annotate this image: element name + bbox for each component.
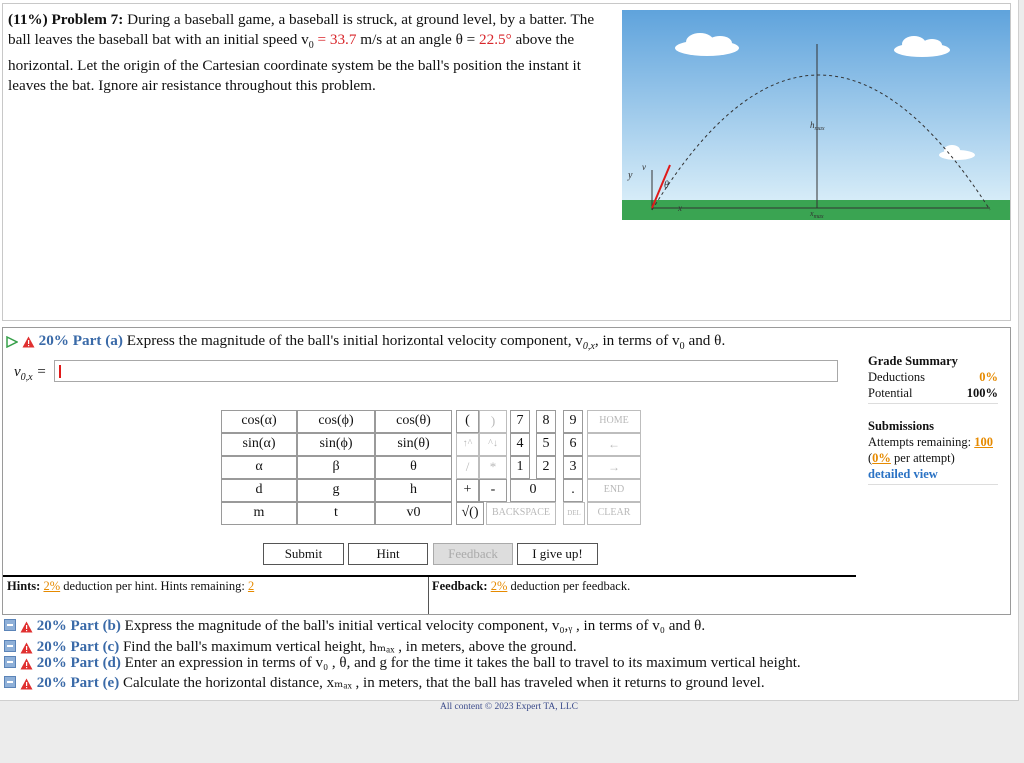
hmax-label: $h_{max}$ (810, 120, 825, 132)
theta-label: θ (664, 180, 669, 191)
key-4[interactable]: 4 (510, 433, 530, 456)
key-cos-alpha[interactable]: cos(α) (221, 410, 297, 433)
attempts-remaining: 100 (974, 435, 993, 449)
key-end[interactable]: END (587, 479, 641, 502)
answer-input[interactable] (54, 360, 838, 382)
trajectory-diagram (622, 10, 1010, 232)
grade-summary: Grade Summary Deductions 0% Potential 100% Submissions Attempts remaining: 100 (0% per attempt) detailed view (868, 353, 998, 487)
key-superscript-up[interactable]: ↑^ (456, 433, 479, 456)
part-e-row[interactable]: 20% Part (e) Calculate the horizontal distance, xₘₐₓ , in meters, that the ball has traveled when it returns to ground level. (4, 673, 765, 692)
key-clear[interactable]: CLEAR (587, 502, 641, 525)
key-backspace[interactable]: BACKSPACE (486, 502, 556, 525)
initial-speed: = 33.7 (317, 31, 357, 48)
grade-summary-title: Grade Summary (868, 354, 958, 368)
key-sqrt[interactable]: √() (456, 502, 484, 525)
sky (622, 10, 1010, 200)
key-home[interactable]: HOME (587, 410, 641, 433)
key-0[interactable]: 0 (510, 479, 556, 502)
key-beta[interactable]: β (297, 456, 375, 479)
launch-angle: 22.5° (479, 31, 512, 48)
key-superscript-down[interactable]: ^↓ (479, 433, 507, 456)
hint-button[interactable]: Hint (348, 543, 428, 565)
part-c-row[interactable]: 20% Part (c) Find the ball's maximum vertical height, hₘₐₓ , in meters, above the ground. (4, 637, 577, 656)
per-attempt-deduction: 0% (872, 451, 891, 465)
collapse-icon[interactable] (4, 656, 16, 668)
input-caret (59, 365, 61, 378)
warning-icon (20, 658, 33, 670)
problem-text-2: m/s at an angle θ = (356, 31, 479, 48)
answer-label: $v_{0,x}$ = (14, 364, 47, 383)
part-a-weight: 20% (38, 332, 69, 349)
key-paren-close[interactable]: ) (479, 410, 507, 433)
key-cos-phi[interactable]: cos(ϕ) (297, 410, 375, 433)
key-right-arrow[interactable]: → (587, 456, 641, 479)
x-label: x (678, 203, 682, 213)
warning-icon (22, 336, 35, 348)
key-2[interactable]: 2 (536, 456, 556, 479)
warning-icon (20, 642, 33, 654)
feedback-button[interactable]: Feedback (433, 543, 513, 565)
part-a-tag: Part (a) (72, 332, 123, 349)
collapse-icon[interactable] (4, 640, 16, 652)
hints-info: Hints: 2% deduction per hint. Hints remaining: 2 (7, 579, 255, 593)
y-label: y (628, 170, 633, 181)
key-sin-phi[interactable]: sin(ϕ) (297, 433, 375, 456)
v0-label: v (642, 162, 646, 172)
key-3[interactable]: 3 (563, 456, 583, 479)
part-a-text: Express the magnitude of the ball's initial horizontal velocity component, v (126, 332, 583, 349)
key-d[interactable]: d (221, 479, 297, 502)
part-b-row[interactable]: 20% Part (b) Express the magnitude of the ball's initial vertical velocity component, v₀,ᵧ , in terms of v₀ and θ. (4, 618, 705, 635)
xmax-label: $x_{max}$ (810, 209, 824, 220)
submit-button[interactable]: Submit (263, 543, 344, 565)
key-7[interactable]: 7 (510, 410, 530, 433)
key-theta[interactable]: θ (375, 456, 452, 479)
collapse-icon[interactable] (4, 619, 16, 631)
key-h[interactable]: h (375, 479, 452, 502)
key-divide[interactable]: / (456, 456, 479, 479)
give-up-button[interactable]: I give up! (517, 543, 598, 565)
expand-arrow-icon[interactable] (6, 336, 18, 348)
key-g[interactable]: g (297, 479, 375, 502)
key-paren-open[interactable]: ( (456, 410, 479, 433)
collapse-icon[interactable] (4, 676, 16, 688)
key-m[interactable]: m (221, 502, 297, 525)
deductions-value: 0% (979, 370, 998, 384)
key-decimal[interactable]: . (563, 479, 583, 502)
problem-text-3: above the horizontal. Let the origin of the Cartesian coordinate system be the ball's position the instant it leaves the bat. Ignore air resistance throughout this problem. (8, 31, 581, 95)
key-plus[interactable]: + (456, 479, 479, 502)
feedback-info: Feedback: 2% deduction per feedback. (432, 579, 631, 593)
feedback-deduction: 2% (490, 579, 508, 593)
potential-value: 100% (966, 386, 998, 400)
key-multiply[interactable]: * (479, 456, 507, 479)
hint-deduction: 2% (43, 579, 61, 593)
warning-icon (20, 678, 33, 690)
problem-label: Problem 7: (51, 11, 124, 28)
key-left-arrow[interactable]: ← (587, 433, 641, 456)
key-del[interactable]: DEL (563, 502, 585, 525)
key-5[interactable]: 5 (536, 433, 556, 456)
key-6[interactable]: 6 (563, 433, 583, 456)
key-sin-alpha[interactable]: sin(α) (221, 433, 297, 456)
problem-statement: (11%) Problem 7: During a baseball game, a baseball is struck, at ground level, by a batter. The ball leaves the baseball bat with an initial speed $v_0 = 33.7$ m/s at an angle θ = 22.5° above the horizontal. Let the origin of the Cartesian coordinate system be the ball's position the instant it leaves the bat. Ignore air resistance throughout this problem. (8, 11, 595, 95)
key-alpha[interactable]: α (221, 456, 297, 479)
part-d-row[interactable]: 20% Part (d) Enter an expression in terms of v₀ , θ, and g for the time it takes the ball to travel to its maximum vertical height. (4, 655, 801, 672)
key-1[interactable]: 1 (510, 456, 530, 479)
warning-icon (20, 621, 33, 633)
problem-weight: (11%) (8, 11, 48, 28)
problem-text-1: During a baseball game, a baseball is struck, at ground level, by a batter. The ball leaves the baseball bat with an initial speed v (8, 11, 595, 48)
key-9[interactable]: 9 (563, 410, 583, 433)
part-a-header: 20% Part (a) Express the magnitude of the ball's initial horizontal velocity component, $v_{0,x}$, in terms of $v_0$ and θ. (6, 332, 725, 352)
row-divider (428, 577, 429, 614)
footer-copyright: All content © 2023 Expert TA, LLC (440, 702, 578, 712)
key-v0[interactable]: v0 (375, 502, 452, 525)
submissions-title: Submissions (868, 419, 935, 433)
key-8[interactable]: 8 (536, 410, 556, 433)
detailed-view-link[interactable]: detailed view (868, 467, 938, 481)
key-minus[interactable]: - (479, 479, 507, 502)
hints-remaining: 2 (247, 579, 255, 593)
key-cos-theta[interactable]: cos(θ) (375, 410, 452, 433)
key-t[interactable]: t (297, 502, 375, 525)
key-sin-theta[interactable]: sin(θ) (375, 433, 452, 456)
